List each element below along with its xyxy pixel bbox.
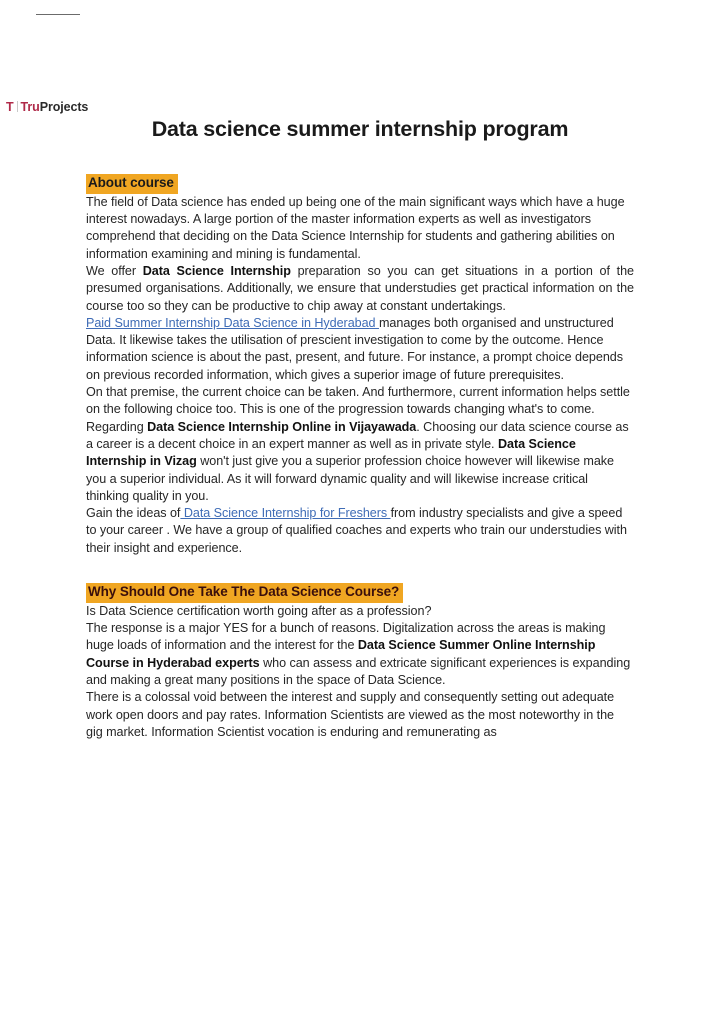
bold-run-vizag: Data Science Internship in Vizag xyxy=(86,436,576,469)
text-run: from industry specialists and give a speed to your career . We have a group of qualified coaches and experts who train our understudies with their insight and experience. xyxy=(86,506,627,555)
section-heading-why-take-course: Why Should One Take The Data Science Course? xyxy=(86,583,403,603)
paragraph-on-that-premise: On that premise, the current choice can be taken. And furthermore, current information helps settle on the following choice too. This is one of the progression towards changing what's to come. xyxy=(86,385,630,417)
bold-run-data-science-internship: Data Science Internship xyxy=(142,263,291,278)
page-title: Data science summer internship program xyxy=(151,117,569,141)
text-run: The response is a major YES for a bunch of reasons. Digitalization across the areas is making huge loads of information and the interest for the xyxy=(86,621,606,653)
why-course-heading-row xyxy=(86,583,634,603)
text-run: who can assess and extricate significant experiences is expanding and making a great many positions in the space of Data Science. xyxy=(86,655,631,688)
paragraph-gain-the-ideas xyxy=(86,505,634,557)
paragraph-colossal-void: There is a colossal void between the interest and supply and consequently setting out adequate work open doors and pay rates. Information Scientists are viewed as the most noteworthy in the gig market. Information Scientist vocation is enduring and remunerating as xyxy=(86,690,615,739)
paragraph-paid-summer-internship xyxy=(86,315,634,384)
text-run: manages both organised and unstructured Data. It likewise takes the utilisation of prescient investigation to come by the outcome. Hence information science is about the past, present, and future. For instance, a prompt choice depends on previous recorded information, which gives a superior image of future prerequisites. xyxy=(86,315,623,382)
bold-run-vijayawada: Data Science Internship Online in Vijayawada xyxy=(147,419,417,434)
text-run: Regarding xyxy=(86,419,148,434)
paragraph-regarding-vijayawada xyxy=(86,419,634,505)
paragraph-is-certification-worth xyxy=(86,603,634,689)
text-run: preparation so you can get situations in a portion of the presumed organisations. Additionally, we ensure that understudies get practical information on the course too so they can be productive to chip away at constant undertakings. xyxy=(86,263,635,313)
text-run: Gain the ideas of xyxy=(86,506,181,521)
paragraph-we-offer xyxy=(86,263,634,315)
link-data-science-internship-for-freshers[interactable]: Data Science Internship for Freshers xyxy=(180,506,391,521)
logo-underline xyxy=(36,14,80,15)
logo-name-accent: Tru xyxy=(20,100,40,114)
document-body xyxy=(86,116,634,741)
paragraph-about-intro: The field of Data science has ended up being one of the main significant ways which have a huge interest nowadays. A large portion of the master information experts as well as investigators comprehend that deciding on the Data Science Internship for students and gathering abilities on information examining and mining is fundamental. xyxy=(86,194,625,261)
text-run: won't just give you a superior profession choice however will likewise make you a superior individual. As it will forward dynamic quality and will likewise increase critical thinking quality in you. xyxy=(86,454,614,503)
bold-run-summer-online-course-hyderabad: Data Science Summer Online Internship Course in Hyderabad experts xyxy=(86,638,596,670)
logo-name-rest: Projects xyxy=(39,100,89,114)
about-course-heading-row xyxy=(86,174,634,194)
logo-divider xyxy=(17,101,18,112)
truprojects-logo xyxy=(6,100,88,114)
text-run: . Choosing our data science course as a career is a decent choice in an expert manner as well as in private style. xyxy=(86,419,629,451)
text-run: We offer xyxy=(86,263,143,278)
section-heading-about-course: About course xyxy=(86,174,178,194)
link-paid-summer-internship-hyderabad[interactable]: Paid Summer Internship Data Science in Hyderabad xyxy=(86,315,379,330)
text-run: Is Data Science certification worth going after as a profession? xyxy=(86,603,432,618)
logo-mark-icon: T xyxy=(6,100,14,114)
